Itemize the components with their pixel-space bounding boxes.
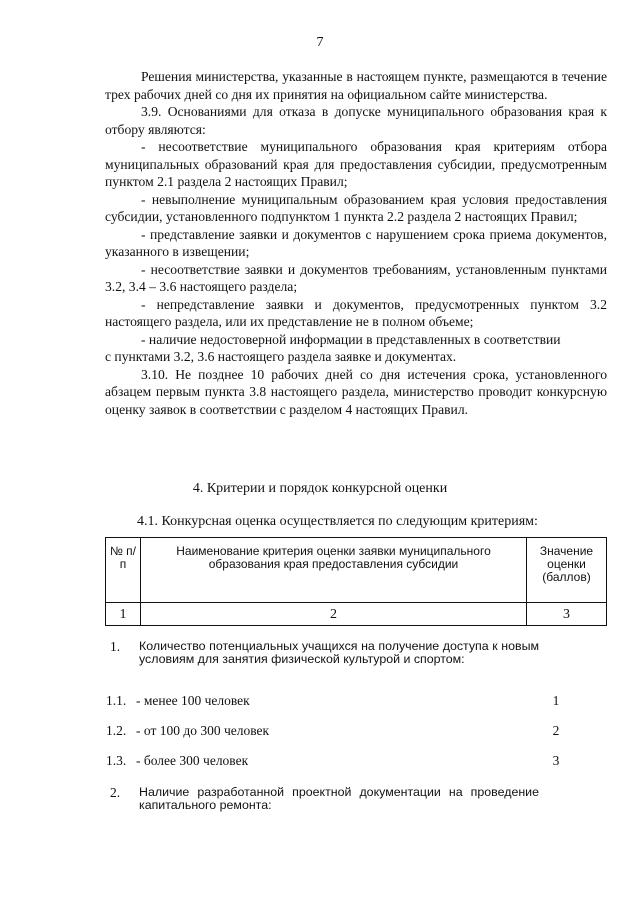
column-number-2: 2 (141, 603, 527, 626)
header-number: № п/п (106, 538, 141, 603)
refusal-reason-5: - непредставление заявки и документов, предусмотренных пунктом 3.2 настоящего раздела, или их представление не в полном объеме; (105, 296, 607, 329)
table-column-numbers-row (106, 603, 607, 626)
criterion-number: 1. (110, 639, 121, 654)
criterion-label: - от 100 до 300 человек (136, 723, 270, 738)
criterion-number: 1.2. (106, 723, 127, 738)
criteria-table-header (105, 537, 607, 626)
criterion-label: Наличие разработанной проектной документации на проведение капитального ремонта: (139, 785, 539, 812)
refusal-reason-1: - несоответствие муниципального образования края критериям отбора муниципальных образований края для предоставления субсидии, предусмотренным пунктом 2.1 раздела 2 настоящих Правил; (105, 139, 607, 189)
document-body (105, 68, 607, 418)
criterion-number: 2. (110, 785, 121, 800)
page-number: 7 (316, 35, 324, 50)
refusal-reason-6-continued: с пунктами 3.2, 3.6 настоящего раздела заявке и документах. (105, 349, 457, 364)
criterion-label: - более 300 человек (136, 753, 249, 768)
criterion-number: 1.1. (106, 693, 127, 708)
table-intro: 4.1. Конкурсная оценка осуществляется по следующим критериям: (137, 514, 538, 529)
paragraph-publication: Решения министерства, указанные в настоящем пункте, размещаются в течение трех рабочих дней со дня их принятия на официальном сайте министерства. (105, 69, 607, 102)
table-header-row (106, 538, 607, 603)
criterion-label: - менее 100 человек (136, 693, 250, 708)
section-heading: 4. Критерии и порядок конкурсной оценки (192, 481, 448, 496)
refusal-reason-4: - несоответствие заявки и документов требованиям, установленным пунктами 3.2, 3.4 – 3.6 настоящего раздела; (105, 261, 607, 294)
header-score: Значение оценки (баллов) (527, 538, 607, 603)
header-criterion: Наименование критерия оценки заявки муниципального образования края предоставления субсидии (141, 538, 527, 603)
criterion-score: 1 (552, 693, 560, 708)
paragraph-3-9: 3.9. Основаниями для отказа в допуске муниципального образования края к отбору являются: (105, 104, 607, 137)
column-number-1: 1 (106, 603, 141, 626)
paragraph-3-10: 3.10. Не позднее 10 рабочих дней со дня истечения срока, установленного абзацем первым пункта 3.8 настоящего раздела, министерство проводит конкурсную оценку заявок в соответствии с разделом 4 настоящих Правил. (105, 366, 607, 417)
criterion-label: Количество потенциальных учащихся на получение доступа к новым условиям для занятия физической культурой и спортом: (139, 639, 539, 666)
column-number-3: 3 (527, 603, 607, 626)
refusal-reason-3: - представление заявки и документов с нарушением срока приема документов, указанного в извещении; (105, 226, 607, 259)
criterion-score: 2 (552, 723, 560, 738)
refusal-reason-2: - невыполнение муниципальным образованием края условия предоставления субсидии, установленного подпунктом 1 пункта 2.2 раздела 2 настоящих Правил; (105, 191, 607, 224)
criterion-score: 3 (552, 753, 560, 768)
refusal-reason-6: - наличие недостоверной информации в представленных в соответствии (141, 331, 561, 347)
criterion-number: 1.3. (106, 753, 127, 768)
